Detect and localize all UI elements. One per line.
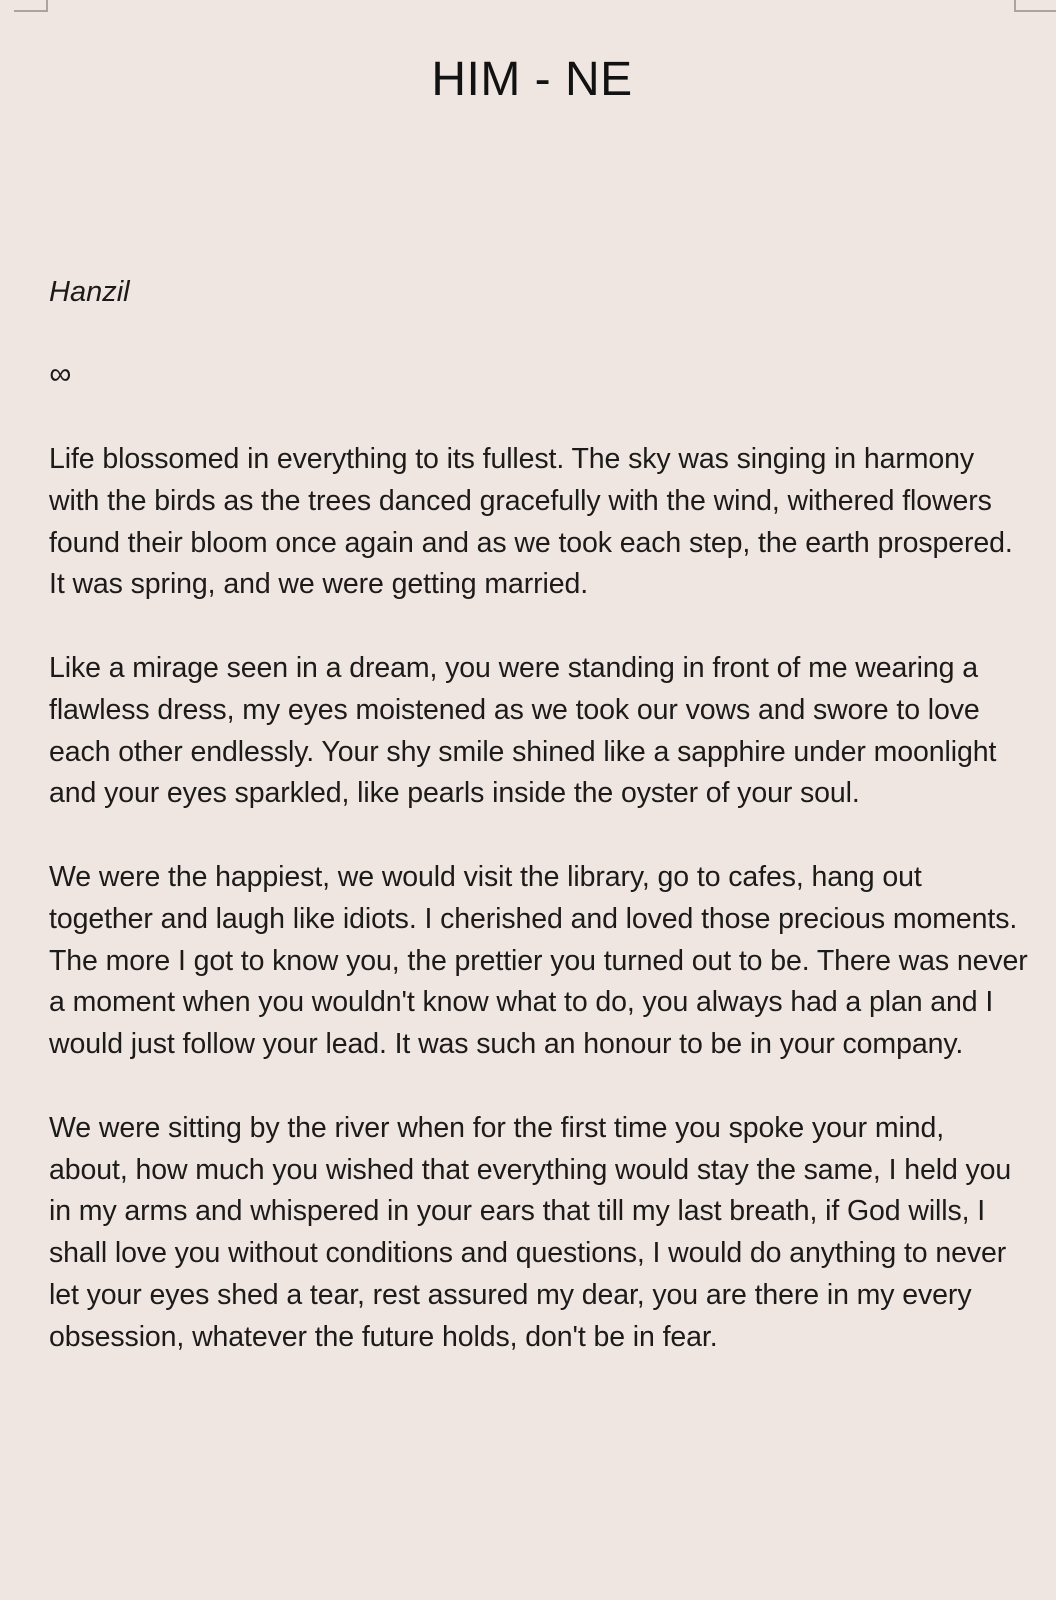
page-corner-mark-left <box>14 0 48 12</box>
paragraph: We were the happiest, we would visit the library, go to cafes, hang out together and laugh like idiots. I cherished and loved those precious moments. The more I got to know you, the prettier you turned out to be. There was never a moment when you wouldn't know what to do, you always had a plan and I would just follow your lead. It was such an honour to be in your company. <box>49 860 1028 1061</box>
document-title: HIM - NE <box>431 53 633 106</box>
section-separator: ∞ <box>49 356 72 391</box>
paragraph: We were sitting by the river when for the first time you spoke your mind, about, how much you wished that everything would stay the same, I held you in my arms and whispered in your ears that till my last breath, if God wills, I shall love you without conditions and questions, I would do anything to never let your eyes shed a tear, rest assured my dear, you are there in my every obsession, whatever the future holds, don't be in fear. <box>49 1111 1012 1353</box>
document-body <box>49 439 1029 1400</box>
paragraph: Like a mirage seen in a dream, you were standing in front of me wearing a flawless dress, my eyes moistened as we took our vows and swore to love each other endlessly. Your shy smile shined like a sapphire under moonlight and your eyes sparkled, like pearls inside the oyster of your soul. <box>49 651 997 810</box>
page-corner-mark-right <box>1014 0 1056 12</box>
author-name: Hanzil <box>49 276 130 308</box>
paragraph: Life blossomed in everything to its fullest. The sky was singing in harmony with the birds as the trees danced gracefully with the wind, withered flowers found their bloom once again and as we took each step, the earth prospered. It was spring, and we were getting married. <box>49 443 1013 601</box>
